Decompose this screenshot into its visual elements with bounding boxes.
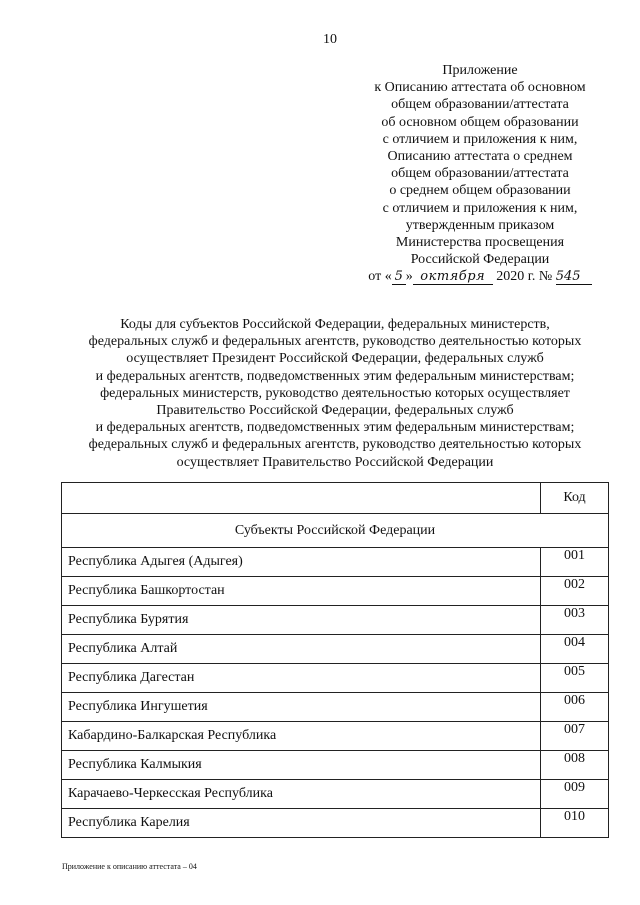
page-footer: Приложение к описанию аттестата – 04	[62, 862, 197, 871]
region-name: Республика Ингушетия	[62, 693, 541, 722]
table-header-row	[62, 483, 609, 514]
region-code: 007	[541, 722, 609, 751]
appendix-line: Описанию аттестата о среднем	[387, 149, 573, 165]
table-row	[62, 809, 609, 838]
header-name-cell	[62, 483, 541, 514]
heading-line: федеральных служб и федеральных агентств, руководство деятельностью которых	[88, 334, 582, 350]
appendix-line: Министерства просвещения	[395, 235, 565, 251]
table-row	[62, 548, 609, 577]
appendix-line: к Описанию аттестата об основном	[374, 80, 586, 96]
heading-line: федеральных министерств, руководство деятельностью которых осуществляет	[100, 385, 570, 401]
region-name: Республика Башкортостан	[62, 577, 541, 606]
region-name: Республика Адыгея (Адыгея)	[62, 548, 541, 577]
order-day: 5	[392, 270, 406, 285]
appendix-line: общем образовании/аттестата	[391, 97, 569, 113]
table-row	[62, 577, 609, 606]
region-code: 005	[541, 664, 609, 693]
page-number: 10	[323, 32, 337, 47]
region-code: 003	[541, 606, 609, 635]
order-month: октября	[413, 270, 493, 285]
region-name: Карачаево-Черкесская Республика	[62, 780, 541, 809]
table-row	[62, 606, 609, 635]
appendix-line: Приложение	[442, 63, 518, 78]
order-date-line	[330, 268, 630, 285]
document-heading	[40, 316, 630, 471]
table-row	[62, 751, 609, 780]
heading-line: осуществляет Президент Российской Федерации, федеральных служб	[126, 351, 544, 367]
region-name: Республика Алтай	[62, 635, 541, 664]
region-code: 002	[541, 577, 609, 606]
region-code: 004	[541, 635, 609, 664]
appendix-line: о среднем общем образовании	[389, 183, 571, 199]
table-row	[62, 664, 609, 693]
appendix-block	[330, 62, 630, 286]
header-code-cell: Код	[541, 483, 609, 514]
region-code: 006	[541, 693, 609, 722]
region-name: Республика Дагестан	[62, 664, 541, 693]
table-row	[62, 635, 609, 664]
table-row	[62, 693, 609, 722]
order-mid: »	[405, 269, 413, 285]
section-title: Субъекты Российской Федерации	[62, 514, 609, 548]
appendix-line: с отличием и приложения к ним,	[382, 131, 578, 147]
region-code: 009	[541, 780, 609, 809]
heading-line: и федеральных агентств, подведомственных этим федеральным министерствам;	[95, 420, 575, 436]
order-prefix: от «	[368, 269, 392, 285]
region-name: Республика Бурятия	[62, 606, 541, 635]
order-year: 2020 г. №	[496, 269, 553, 285]
heading-line: Коды для субъектов Российской Федерации, федеральных министерств,	[120, 317, 550, 332]
heading-line: федеральных служб и федеральных агентств, руководство деятельностью которых	[88, 437, 582, 453]
region-code: 008	[541, 751, 609, 780]
appendix-line: общем образовании/аттестата	[391, 166, 569, 182]
appendix-line: об основном общем образовании	[381, 114, 579, 130]
table-row	[62, 722, 609, 751]
appendix-line: утвержденным приказом	[405, 217, 555, 233]
codes-table	[61, 482, 609, 838]
order-number: 545	[556, 270, 592, 285]
region-name: Кабардино-Балкарская Республика	[62, 722, 541, 751]
region-name: Республика Калмыкия	[62, 751, 541, 780]
appendix-line: с отличием и приложения к ним,	[382, 200, 578, 216]
heading-line: и федеральных агентств, подведомственных этим федеральным министерствам;	[95, 368, 575, 384]
section-row	[62, 514, 609, 548]
appendix-line: Российской Федерации	[410, 252, 550, 268]
region-name: Республика Карелия	[62, 809, 541, 838]
heading-line: Правительство Российской Федерации, федеральных служб	[156, 403, 514, 419]
region-code: 001	[541, 548, 609, 577]
table-row	[62, 780, 609, 809]
region-code: 010	[541, 809, 609, 838]
heading-line: осуществляет Правительство Российской Федерации	[176, 454, 494, 470]
